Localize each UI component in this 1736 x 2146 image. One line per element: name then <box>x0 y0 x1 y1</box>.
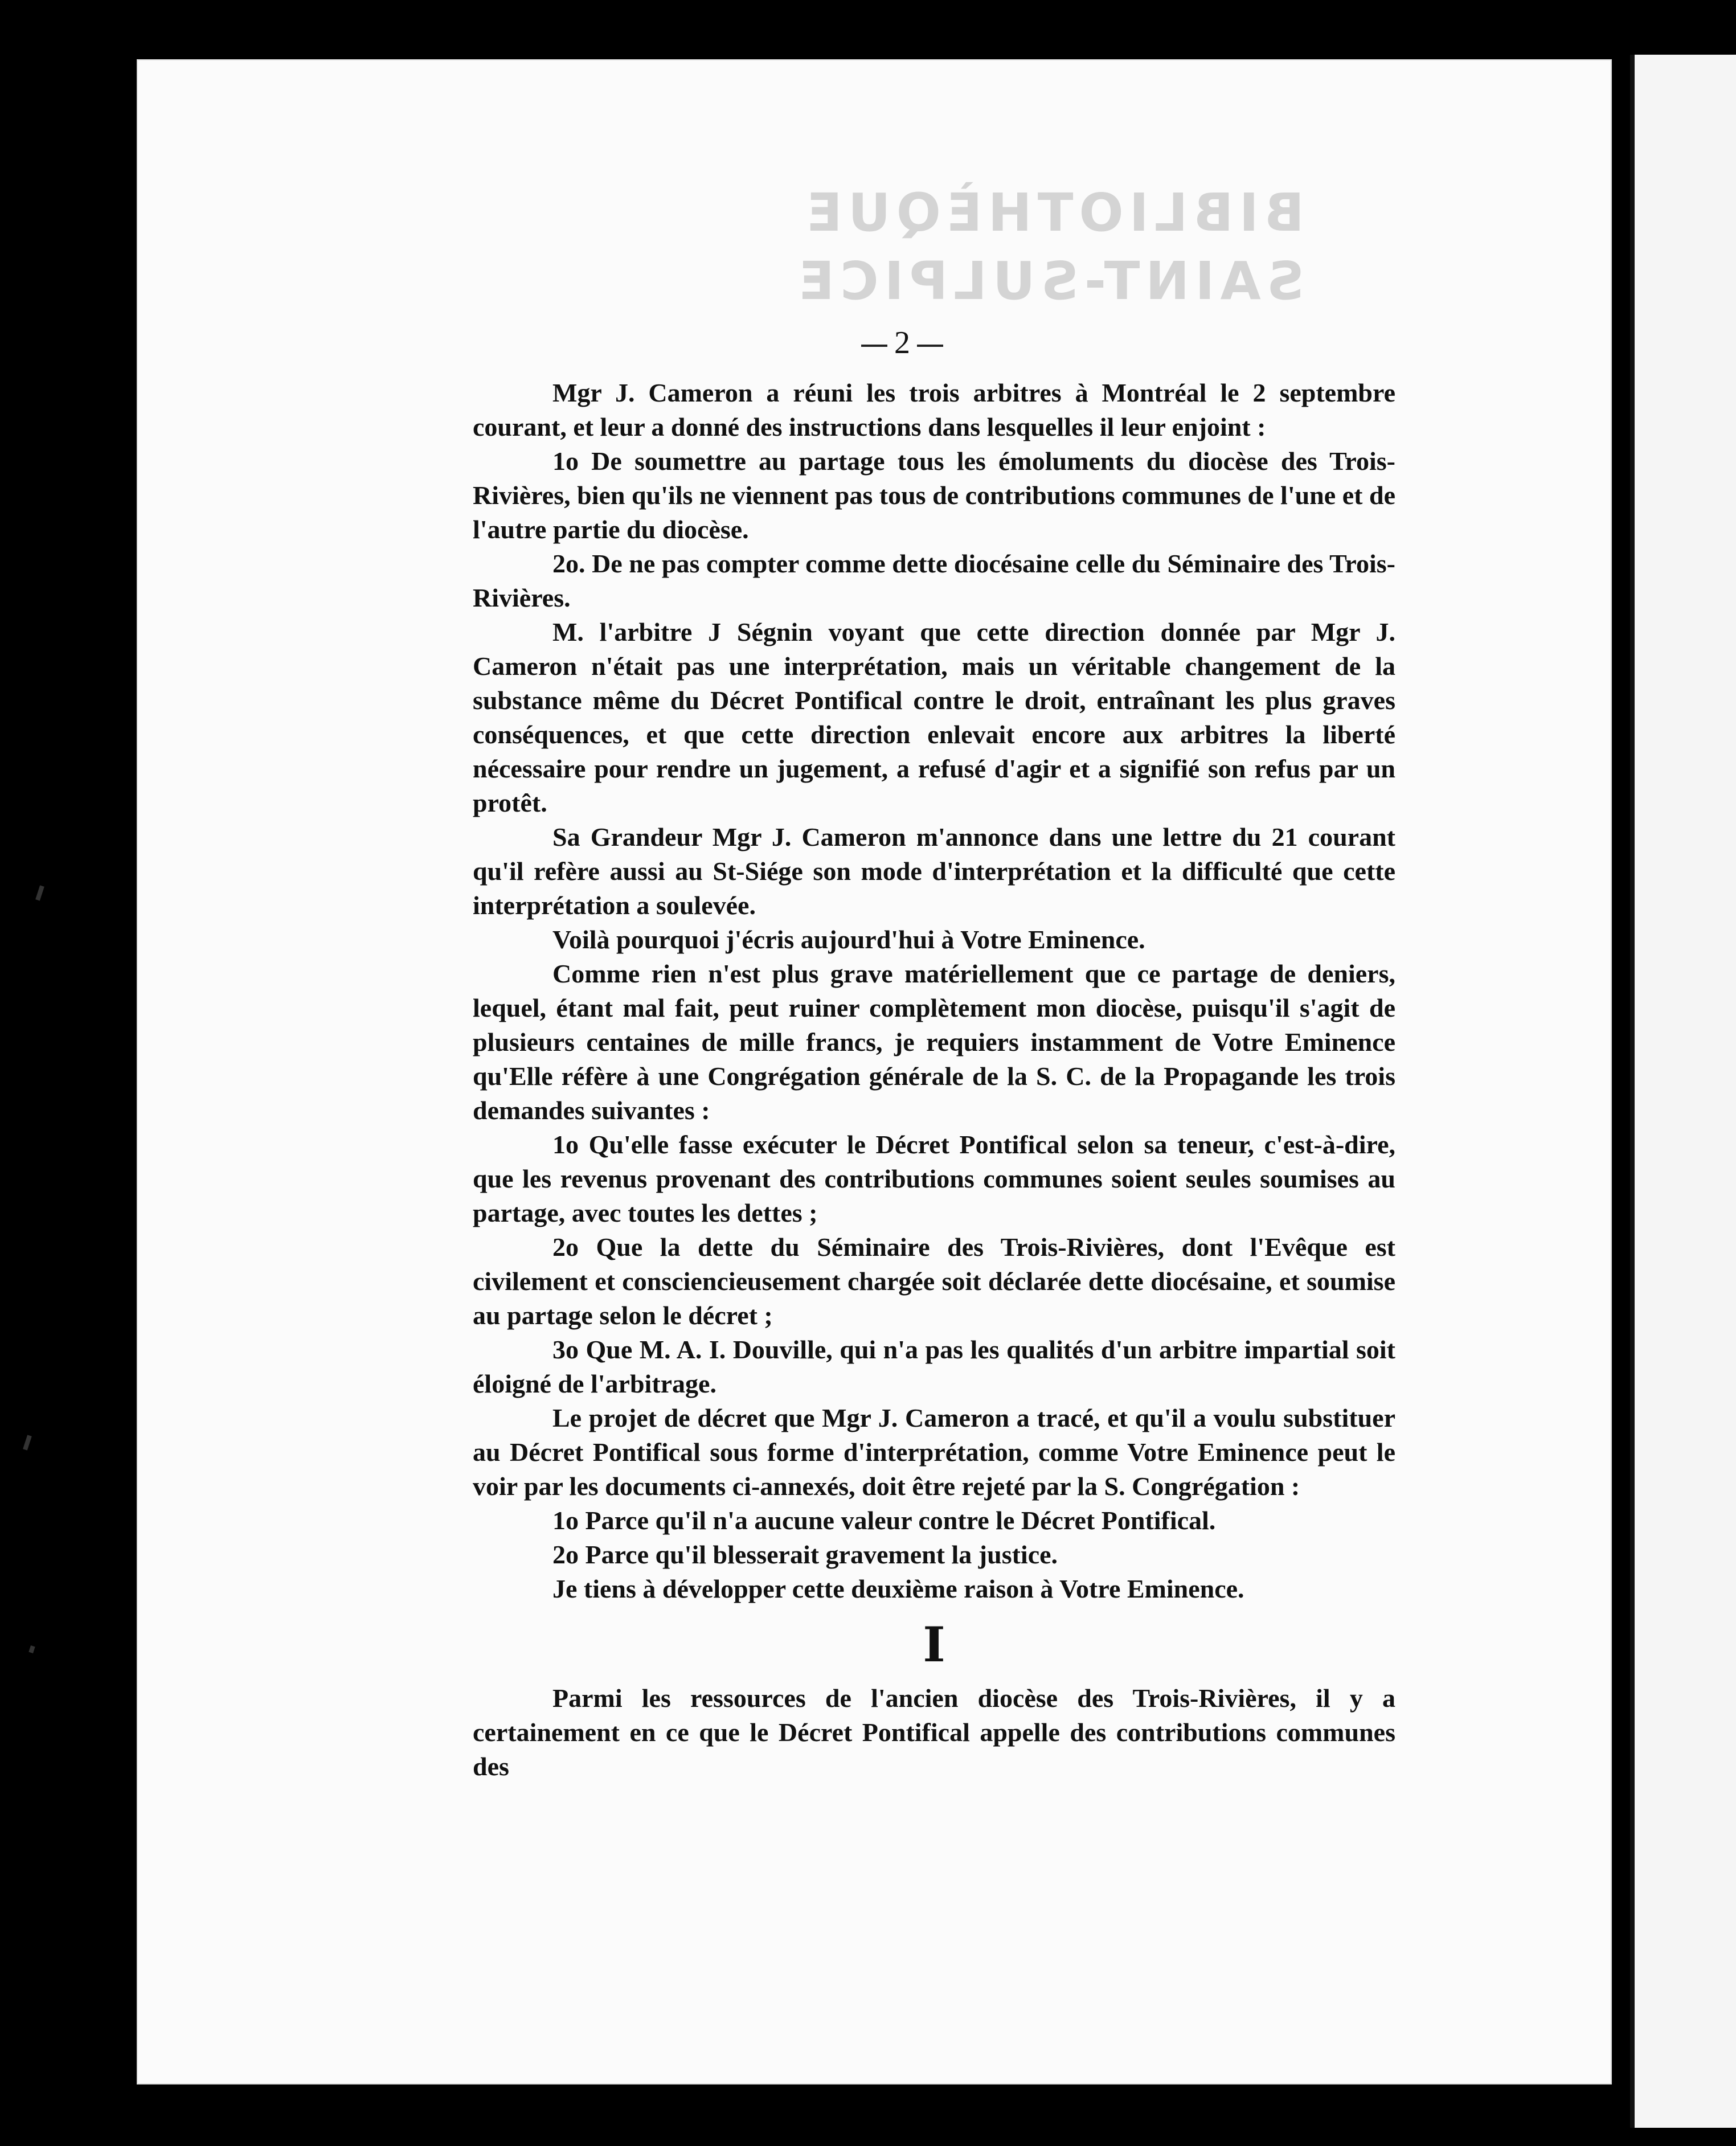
document-body <box>473 376 1395 1784</box>
paragraph: 2o Parce qu'il blesserait gravement la justice. <box>552 1540 1058 1569</box>
stamp-line-1: BIBLIOTHÈQUE <box>801 182 1304 243</box>
paragraph: Comme rien n'est plus grave matériellement que ce partage de deniers, lequel, étant mal fait, peut ruiner complètement mon diocèse, puisqu'il s'agit de plusieurs centaines de mille francs, je requiers instamment de Votre Eminence qu'Elle réfère à une Congrégation générale de la S. C. de la Propagande les trois demandes suivantes : <box>473 959 1395 1125</box>
margin-mark <box>28 1645 35 1653</box>
paragraph: Le projet de décret que Mgr J. Cameron a tracé, et qu'il a voulu substituer au Décret Pontifical sous forme d'interprétation, comme Votre Eminence peut le voir par les documents ci-annexés, doit être rejeté par la S. Congrégation : <box>473 1403 1395 1501</box>
paragraph: Voilà pourquoi j'écris aujourd'hui à Votre Eminence. <box>552 925 1145 954</box>
paragraph: 2o. De ne pas compter comme dette diocésaine celle du Séminaire des Trois-Rivières. <box>473 549 1395 612</box>
stamp-line-2: SAINT-SULPICE <box>793 251 1304 312</box>
margin-mark <box>23 1435 32 1450</box>
paragraph: 1o De soumettre au partage tous les émoluments du diocèse des Trois-Rivières, bien qu'ils ne viennent pas tous de contributions communes de l'une et de l'autre partie du diocèse. <box>473 447 1395 544</box>
paragraph: Je tiens à développer cette deuxième raison à Votre Eminence. <box>552 1574 1244 1603</box>
paragraph: 1o Qu'elle fasse exécuter le Décret Pontifical selon sa teneur, c'est-à-dire, que les revenus provenant des contributions communes soient seules soumises au partage, avec toutes les dettes ; <box>473 1130 1395 1227</box>
section-heading: I <box>923 1616 945 1673</box>
page-number: 2 <box>854 325 950 361</box>
library-stamp <box>793 179 1304 327</box>
paragraph: 3o Que M. A. I. Douville, qui n'a pas les qualités d'un arbitre impartial soit éloigné de l'arbitrage. <box>473 1335 1395 1398</box>
adjacent-page-edge <box>1630 55 1736 2128</box>
paragraph: 2o Que la dette du Séminaire des Trois-Rivières, dont l'Evêque est civilement et consciencieusement chargée soit déclarée dette diocésaine, et soumise au partage selon le décret ; <box>473 1232 1395 1330</box>
paragraph: 1o Parce qu'il n'a aucune valeur contre le Décret Pontifical. <box>552 1506 1216 1535</box>
margin-mark <box>35 885 44 900</box>
paragraph: Mgr J. Cameron a réuni les trois arbitres à Montréal le 2 septembre courant, et leur a donné des instructions dans lesquelles il leur enjoint : <box>473 378 1395 441</box>
paragraph: Parmi les ressources de l'ancien diocèse des Trois-Rivières, il y a certainement en ce que le Décret Pontifical appelle des contributions communes des <box>473 1684 1395 1781</box>
paragraph: M. l'arbitre J Ségnin voyant que cette direction donnée par Mgr J. Cameron n'était pas une interprétation, mais un véritable changement de la substance même du Décret Pontifical contre le droit, entraînant les plus graves conséquences, et que cette direction enlevait encore aux arbitres la liberté nécessaire pour rendre un jugement, a refusé d'agir et a signifié son refus par un protêt. <box>473 617 1395 817</box>
paragraph: Sa Grandeur Mgr J. Cameron m'annonce dans une lettre du 21 courant qu'il refère aussi au St-Siége son mode d'interprétation et la difficulté que cette interprétation a soulevée. <box>473 822 1395 920</box>
